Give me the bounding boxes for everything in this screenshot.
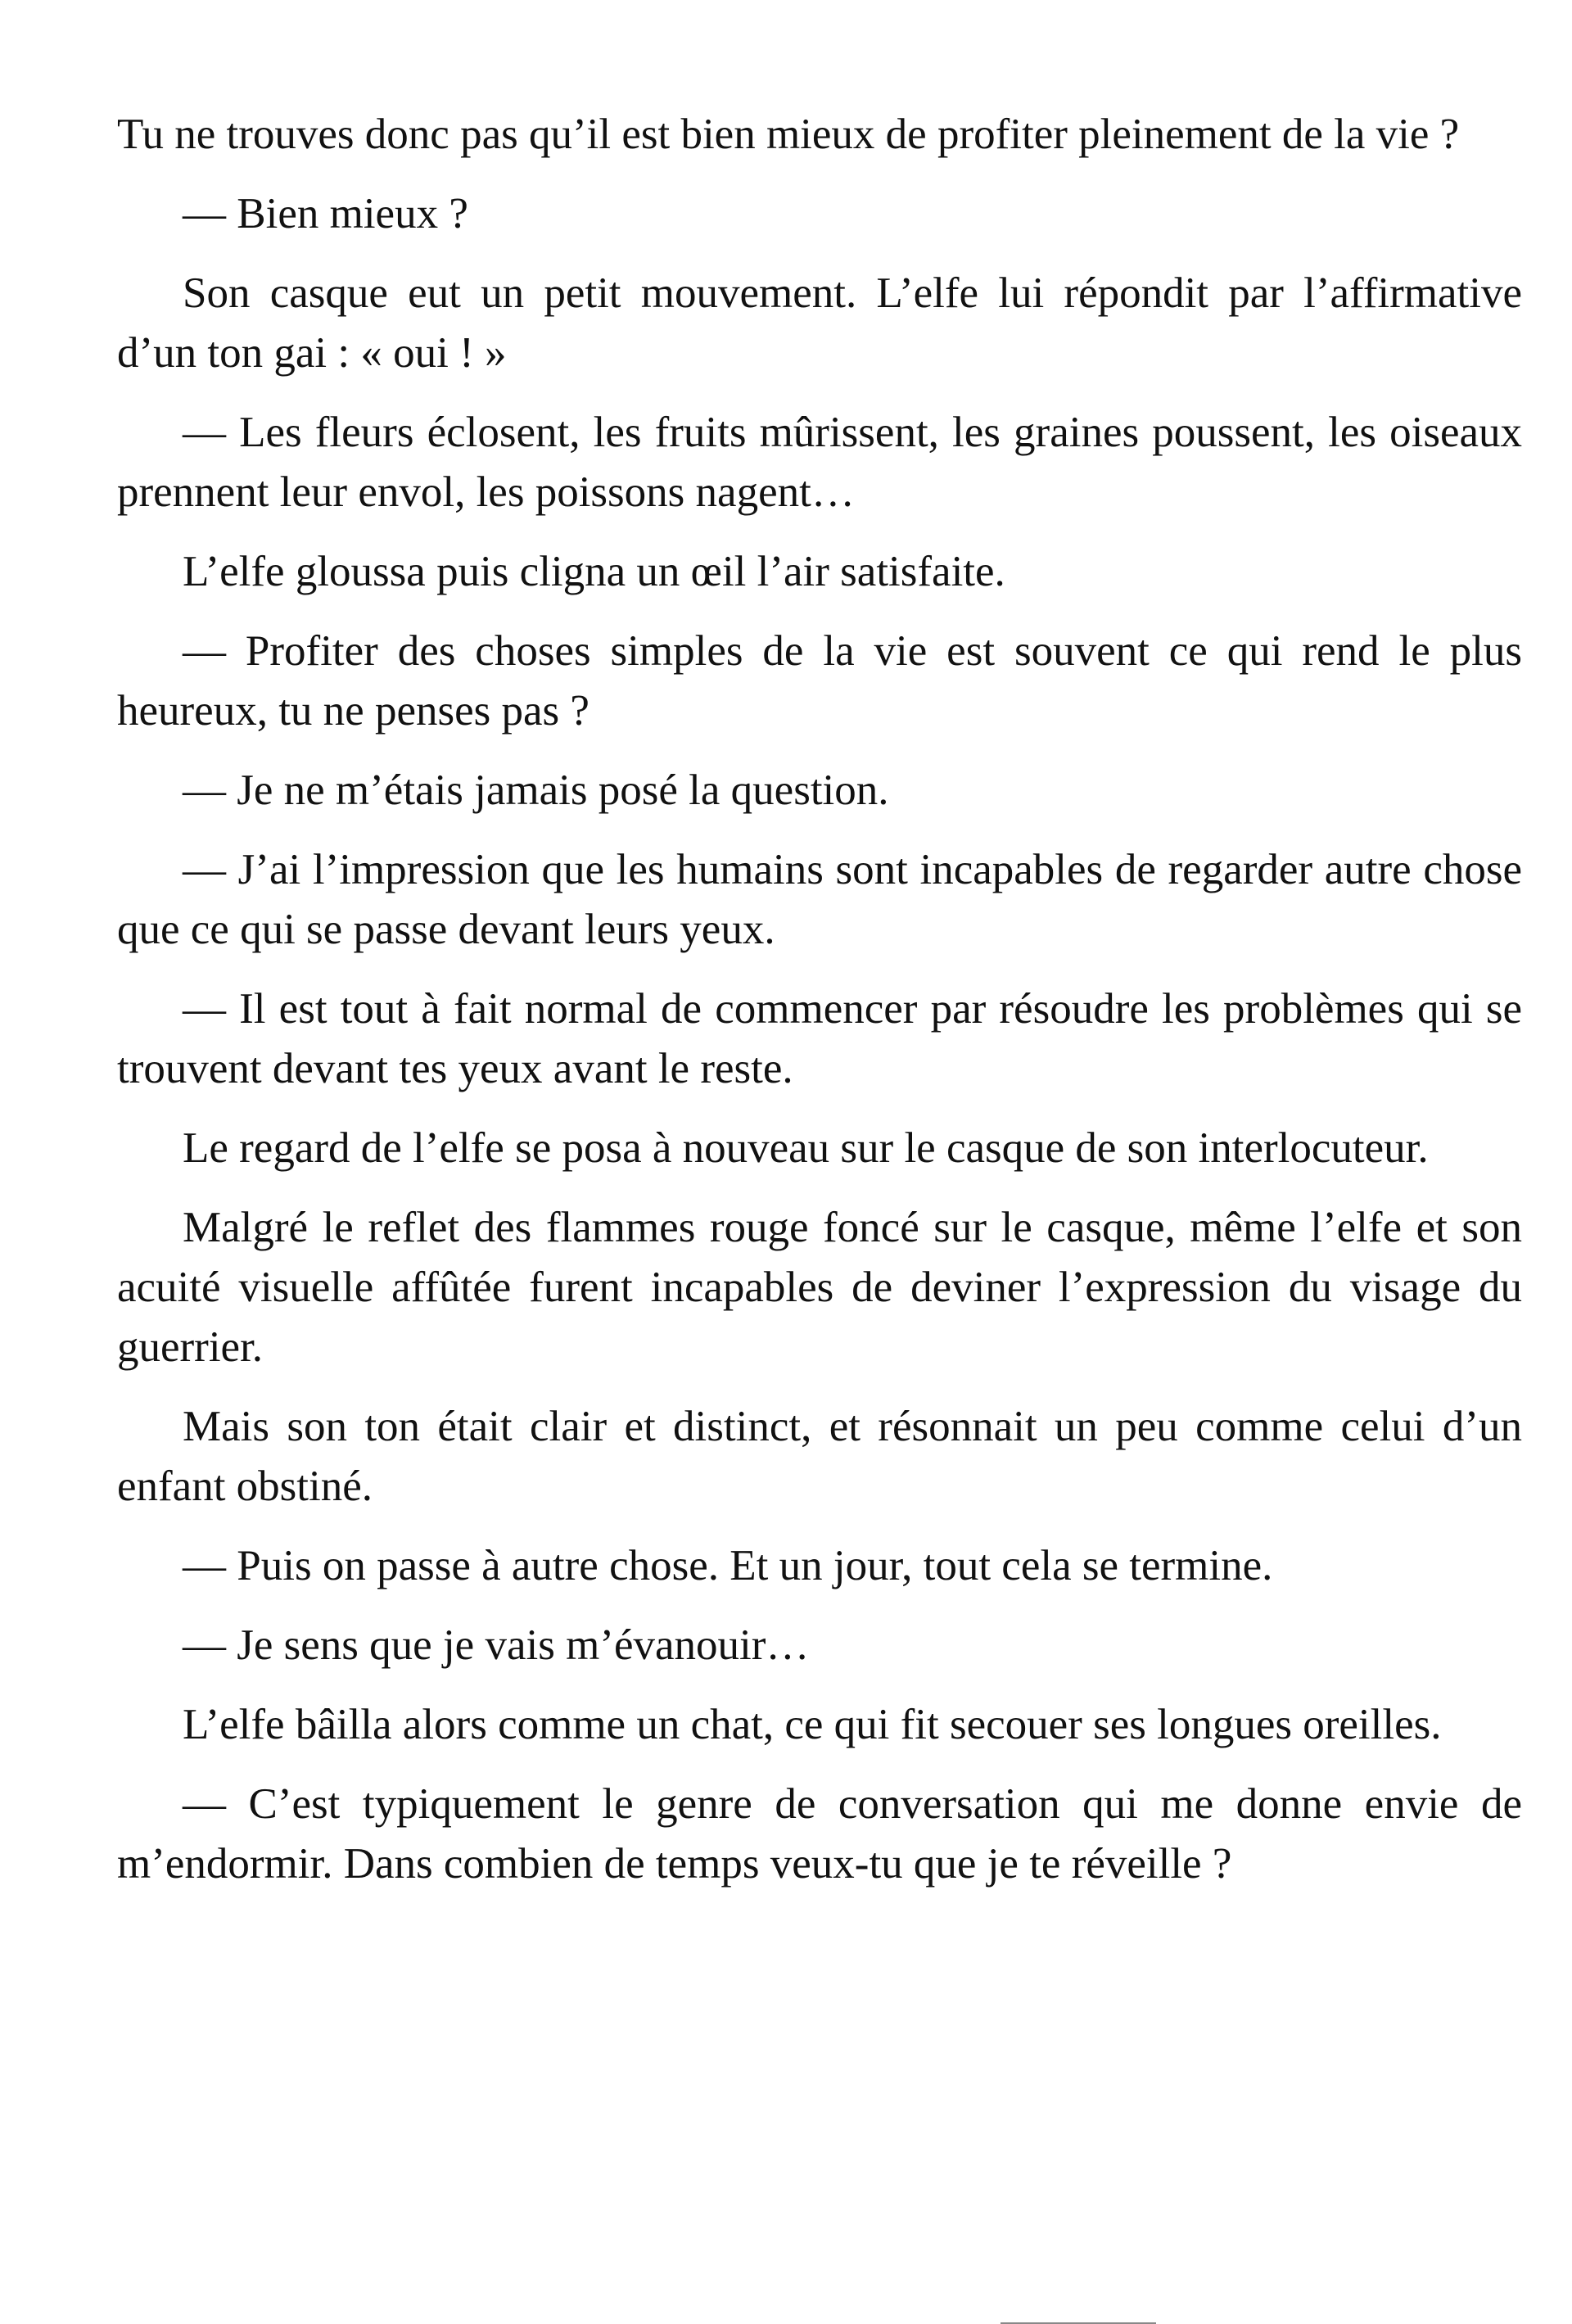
paragraph: — Les fleurs éclosent, les fruits mûrissent, les graines poussent, les oiseaux prennent leur envol, les poissons nagent… <box>117 409 1522 516</box>
page-body <box>117 105 1522 1914</box>
paragraph: Le regard de l’elfe se posa à nouveau sur le casque de son interlocuteur. <box>183 1124 1429 1172</box>
paragraph: — Bien mieux ? <box>183 190 468 237</box>
paragraph: Malgré le reflet des flammes rouge foncé sur le casque, même l’elfe et son acuité visuelle affûtée furent incapables de deviner l’expression du visage du guerrier. <box>117 1204 1522 1371</box>
paragraph: — J’ai l’impression que les humains sont incapables de regarder autre chose que ce qui se passe devant leurs yeux. <box>117 846 1522 953</box>
paragraph: Mais son ton était clair et distinct, et résonnait un peu comme celui d’un enfant obstiné. <box>117 1403 1522 1510</box>
paragraph: — C’est typiquement le genre de conversation qui me donne envie de m’endormir. Dans combien de temps veux-tu que je te réveille ? <box>117 1780 1522 1888</box>
paragraph: — Profiter des choses simples de la vie est souvent ce qui rend le plus heureux, tu ne penses pas ? <box>117 627 1522 735</box>
paragraph: — Je sens que je vais m’évanouir… <box>183 1621 810 1669</box>
paragraph: — Il est tout à fait normal de commencer par résoudre les problèmes qui se trouvent devant tes yeux avant le reste. <box>117 985 1522 1092</box>
paragraph: — Je ne m’étais jamais posé la question. <box>183 766 889 814</box>
paragraph: — Puis on passe à autre chose. Et un jour, tout cela se termine. <box>183 1542 1273 1589</box>
paragraph: Tu ne trouves donc pas qu’il est bien mieux de profiter pleinement de la vie ? <box>117 111 1460 158</box>
paragraph: L’elfe bâilla alors comme un chat, ce qui fit secouer ses longues oreilles. <box>183 1701 1442 1748</box>
paragraph: Son casque eut un petit mouvement. L’elfe lui répondit par l’affirmative d’un ton gai : « oui ! » <box>117 269 1522 377</box>
paragraph: L’elfe gloussa puis cligna un œil l’air satisfaite. <box>183 548 1005 595</box>
